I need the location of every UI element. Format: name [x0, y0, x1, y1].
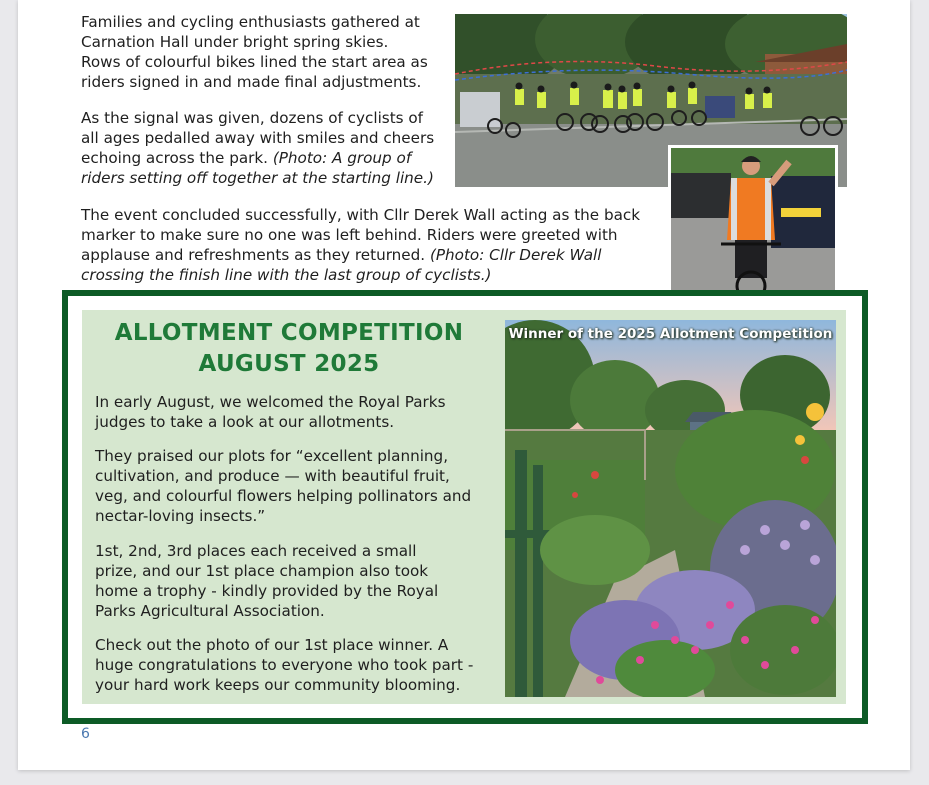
newsletter-page — [18, 0, 910, 770]
page-number: 6 — [81, 726, 90, 742]
winning-photo-caption: Winner of the 2025 Allotment Competition — [508, 326, 833, 342]
winning-allotment-photo — [505, 320, 836, 697]
cycling-photo-caption-1: (Photo: A group of riders setting off together at the starting line.) — [81, 149, 434, 187]
allotment-paragraph-1: In early August, we welcomed the Royal Parks judges to take a look at our allotments. — [95, 393, 446, 431]
cycling-paragraph-3-text: The event concluded successfully, with Cllr Derek Wall acting as the back marker to make sure no one was left behind. Riders were greeted with applause and refreshments as they returned. — [81, 206, 641, 264]
cllr-derek-wall-photo — [668, 145, 838, 297]
cycling-paragraph-3 — [81, 205, 653, 285]
cycling-paragraph-2 — [81, 108, 441, 188]
allotment-title — [82, 318, 496, 380]
allotment-paragraph-4: Check out the photo of our 1st place winner. A huge congratulations to everyone who took part - your hard work keeps our community blooming. — [95, 636, 474, 694]
allotment-title-line-2: AUGUST 2025 — [198, 351, 380, 377]
allotment-title-line-1: ALLOTMENT COMPETITION — [114, 320, 464, 346]
cycling-photo-caption-2: (Photo: Cllr Derek Wall crossing the finish line with the last group of cyclists.) — [81, 246, 602, 284]
cycling-paragraph-1: Families and cycling enthusiasts gathered at Carnation Hall under bright spring skies. Rows of colourful bikes lined the start area as riders signed in and made final adjustments. — [81, 13, 428, 91]
cycling-paragraph-2-text: As the signal was given, dozens of cyclists of all ages pedalled away with smiles and cheers echoing across the park. — [81, 109, 435, 167]
allotment-paragraph-3: 1st, 2nd, 3rd places each received a small prize, and our 1st place champion also took home a trophy - kindly provided by the Royal Parks Agricultural Association. — [95, 542, 439, 620]
allotment-paragraph-2: They praised our plots for “excellent planning, cultivation, and produce — with beautiful fruit, veg, and colourful flowers helping pollinators and nectar-loving insects.” — [95, 447, 472, 525]
